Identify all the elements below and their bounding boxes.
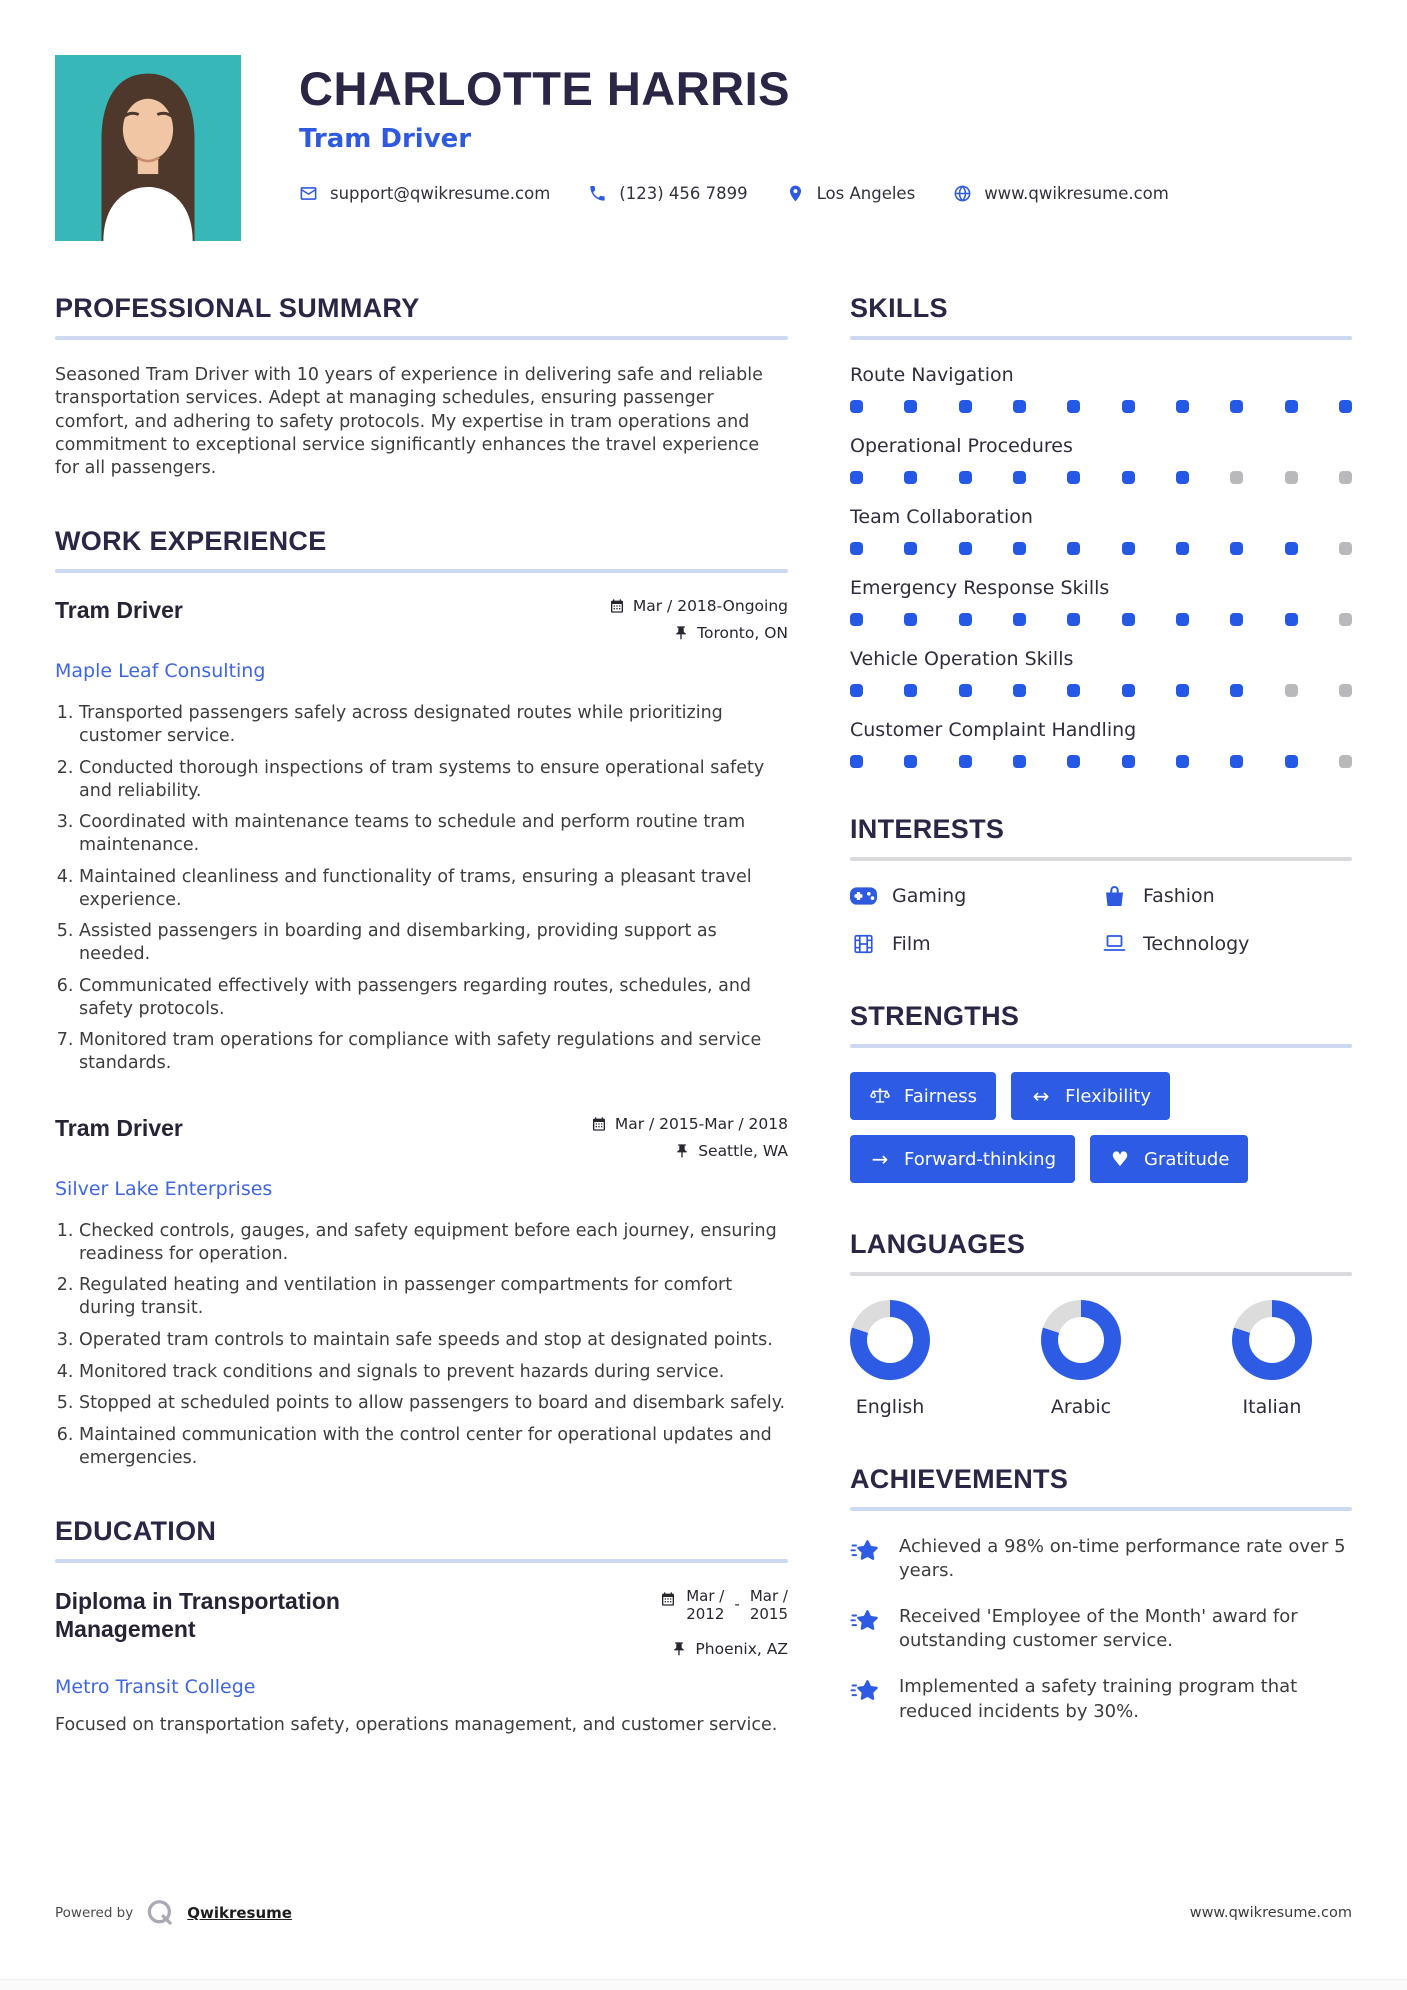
header xyxy=(0,0,1407,241)
person-title: Tram Driver xyxy=(299,124,472,154)
job-entry xyxy=(55,597,788,1075)
skill-dots xyxy=(850,684,1352,697)
date-separator: - xyxy=(734,1594,740,1613)
heart-glyph: ♥ xyxy=(1111,1147,1129,1171)
contact-email-text[interactable]: support@qwikresume.com xyxy=(330,184,551,203)
job-location: Seattle, WA xyxy=(698,1141,788,1160)
donut-hole xyxy=(1058,1317,1104,1363)
strength-badge xyxy=(1090,1135,1248,1183)
skill-dot xyxy=(1122,400,1135,413)
interest-item xyxy=(1101,933,1352,955)
skill-dot xyxy=(1013,471,1026,484)
skill-dot xyxy=(1339,400,1352,413)
achievements-heading: ACHIEVEMENTS xyxy=(850,1464,1069,1494)
skill-dot xyxy=(1176,755,1189,768)
skills-list xyxy=(850,364,1352,768)
location-icon xyxy=(786,184,805,203)
contact-website-text[interactable]: www.qwikresume.com xyxy=(984,184,1169,203)
education-note: Focused on transportation safety, operations management, and customer service. xyxy=(55,1715,778,1736)
calendar-icon xyxy=(591,1116,607,1132)
footer-site-url: www.qwikresume.com xyxy=(1189,1905,1352,1921)
language-item xyxy=(850,1300,930,1418)
skill-dot xyxy=(959,400,972,413)
section-divider xyxy=(55,1559,788,1563)
skill-label: Operational Procedures xyxy=(850,435,1073,457)
achievement-text: Achieved a 98% on-time performance rate over 5 years. xyxy=(899,1536,1346,1582)
work-heading: WORK EXPERIENCE xyxy=(55,526,327,557)
interests-heading: INTERESTS xyxy=(850,814,1005,844)
language-item xyxy=(1041,1300,1121,1418)
skill-dot xyxy=(904,400,917,413)
job-bullet: 7. Monitored tram operations for compliance with safety regulations and service standards. xyxy=(79,1029,788,1075)
job-bullet: 3. Operated tram controls to maintain safe speeds and stop at designated points. xyxy=(79,1329,788,1352)
achievement-text: Implemented a safety training program that reduced incidents by 30%. xyxy=(899,1676,1298,1722)
achievements-list xyxy=(850,1535,1352,1724)
job-company-link[interactable]: Maple Leaf Consulting xyxy=(55,660,266,683)
language-item xyxy=(1232,1300,1312,1418)
skill-dot xyxy=(1339,755,1352,768)
skill-dot xyxy=(1339,684,1352,697)
bag-icon xyxy=(1101,885,1128,907)
left-right-arrow-glyph: ↔ xyxy=(1032,1084,1050,1108)
skill-dot xyxy=(1285,542,1298,555)
skill-dot xyxy=(1176,542,1189,555)
job-bullet-list xyxy=(55,702,788,1075)
section-divider xyxy=(55,569,788,573)
skill-item xyxy=(850,648,1352,697)
skill-dot xyxy=(850,400,863,413)
powered-by-label: Powered by xyxy=(55,1905,134,1921)
scale-icon xyxy=(869,1085,891,1107)
skill-item xyxy=(850,577,1352,626)
skill-dot xyxy=(1013,755,1026,768)
language-donut-chart xyxy=(1232,1300,1312,1380)
skills-heading: SKILLS xyxy=(850,293,948,323)
profile-photo xyxy=(55,55,241,241)
page-bottom-edge xyxy=(0,1979,1407,1990)
achievement-text: Received 'Employee of the Month' award for outstanding customer service. xyxy=(899,1606,1298,1652)
contact-phone-text: (123) 456 7899 xyxy=(619,184,748,203)
interest-item xyxy=(1101,885,1352,907)
job-bullet: 4. Monitored track conditions and signals to prevent hazards during service. xyxy=(79,1361,788,1384)
strength-badges xyxy=(850,1072,1352,1183)
right-column xyxy=(850,293,1352,1783)
skill-dot xyxy=(1013,613,1026,626)
skill-label: Customer Complaint Handling xyxy=(850,719,1137,741)
job-bullet: 1. Checked controls, gauges, and safety equipment before each journey, ensuring readiness for operation. xyxy=(79,1220,788,1266)
skill-dot xyxy=(1122,613,1135,626)
skill-dot xyxy=(1230,542,1243,555)
date-start-line1: Mar / xyxy=(686,1586,725,1605)
job-title: Tram Driver xyxy=(55,597,183,624)
pushpin-icon xyxy=(674,1143,690,1159)
skill-dot xyxy=(1230,755,1243,768)
skill-dot xyxy=(1176,684,1189,697)
interest-item xyxy=(850,885,1101,907)
job-bullet: 6. Maintained communication with the control center for operational updates and emergencies. xyxy=(79,1424,788,1470)
heart-icon xyxy=(1109,1148,1131,1170)
globe-icon xyxy=(953,184,972,203)
skill-dot xyxy=(1285,613,1298,626)
skill-dot xyxy=(850,755,863,768)
skill-dot xyxy=(959,613,972,626)
education-dates xyxy=(660,1587,788,1625)
skill-dot xyxy=(1230,613,1243,626)
job-bullet: 1. Transported passengers safely across designated routes while prioritizing customer service. xyxy=(79,702,788,748)
skill-dot xyxy=(1285,400,1298,413)
section-summary xyxy=(55,293,788,480)
skill-dots xyxy=(850,613,1352,626)
job-bullet-list xyxy=(55,1220,788,1470)
strength-badge xyxy=(1011,1072,1170,1120)
degree-title: Diploma in Transportation Management xyxy=(55,1587,340,1643)
skill-label: Vehicle Operation Skills xyxy=(850,648,1074,670)
skill-dot xyxy=(1285,471,1298,484)
skill-item xyxy=(850,364,1352,413)
section-education xyxy=(55,1516,788,1738)
contact-email xyxy=(299,184,550,203)
job-bullet: 2. Regulated heating and ventilation in passenger compartments for comfort during transit. xyxy=(79,1274,788,1320)
skill-dot xyxy=(850,471,863,484)
job-bullet: 5. Assisted passengers in boarding and disembarking, providing support as needed. xyxy=(79,920,788,966)
date-end-line1: Mar / xyxy=(749,1586,788,1605)
education-date-start xyxy=(686,1587,724,1625)
skill-item xyxy=(850,719,1352,768)
skill-dot xyxy=(1067,542,1080,555)
skill-dot xyxy=(1013,542,1026,555)
skill-dot xyxy=(1067,613,1080,626)
section-divider xyxy=(850,1507,1352,1511)
skill-dot xyxy=(959,542,972,555)
job-entry xyxy=(55,1115,788,1470)
film-icon xyxy=(850,933,877,955)
donut-hole xyxy=(867,1317,913,1363)
job-head xyxy=(55,597,788,651)
strength-label: Forward-thinking xyxy=(904,1148,1057,1170)
section-languages xyxy=(850,1229,1352,1418)
skill-item xyxy=(850,435,1352,484)
summary-heading: PROFESSIONAL SUMMARY xyxy=(55,293,420,323)
skill-dot xyxy=(1122,542,1135,555)
skill-dot xyxy=(850,684,863,697)
skill-dots xyxy=(850,400,1352,413)
skill-dot xyxy=(1067,400,1080,413)
section-divider xyxy=(55,336,788,340)
skill-dot xyxy=(904,684,917,697)
job-head xyxy=(55,1115,788,1169)
summary-text: Seasoned Tram Driver with 10 years of experience in delivering safe and reliable transportation services. Adept at managing schedules, ensuring passenger comfort, and adhering to safety protocols. My expertise in tram operations and commitment to exceptional service significantly enhances the travel experience for all passengers. xyxy=(55,365,763,479)
email-icon xyxy=(299,184,318,203)
section-achievements xyxy=(850,1464,1352,1724)
donut-hole xyxy=(1249,1317,1295,1363)
job-location-line xyxy=(609,624,788,642)
language-donut-chart xyxy=(1041,1300,1121,1380)
skill-dot xyxy=(904,613,917,626)
interests-grid xyxy=(850,885,1352,955)
language-label: English xyxy=(855,1396,925,1418)
shooting-star-icon xyxy=(850,1537,882,1565)
education-date-end xyxy=(750,1587,788,1625)
interest-label: Fashion xyxy=(1143,885,1215,907)
skill-dot xyxy=(1122,755,1135,768)
languages-heading: LANGUAGES xyxy=(850,1229,1026,1259)
skill-dot xyxy=(1230,684,1243,697)
skill-label: Team Collaboration xyxy=(850,506,1033,528)
interest-label: Gaming xyxy=(892,885,967,907)
right-arrow-glyph: → xyxy=(871,1147,889,1171)
shooting-star-icon xyxy=(850,1677,882,1705)
education-heading: EDUCATION xyxy=(55,1515,217,1546)
strengths-heading: STRENGTHS xyxy=(850,1001,1020,1031)
job-bullet: 3. Coordinated with maintenance teams to schedule and perform routine tram maintenance. xyxy=(79,811,788,857)
contact-website xyxy=(953,184,1169,203)
section-interests xyxy=(850,814,1352,955)
contact-location-text: Los Angeles xyxy=(816,184,916,203)
skill-dot xyxy=(850,542,863,555)
job-company-link[interactable]: Silver Lake Enterprises xyxy=(55,1177,273,1200)
date-end-line2: 2015 xyxy=(749,1605,788,1624)
contact-row xyxy=(299,184,1207,203)
shooting-star-icon xyxy=(850,1607,882,1635)
job-date-line xyxy=(591,1115,788,1133)
skill-dot xyxy=(1230,400,1243,413)
strength-badge xyxy=(850,1135,1075,1183)
calendar-icon xyxy=(660,1591,676,1607)
job-location: Toronto, ON xyxy=(697,624,788,643)
education-location-line xyxy=(660,1640,788,1658)
footer-brand xyxy=(55,1898,292,1928)
job-bullet: 6. Communicated effectively with passengers regarding routes, schedules, and safety protocols. xyxy=(79,975,788,1021)
section-divider xyxy=(850,857,1352,861)
skill-dot xyxy=(1176,613,1189,626)
skill-dot xyxy=(1230,471,1243,484)
calendar-icon xyxy=(609,598,625,614)
skill-dot xyxy=(1067,684,1080,697)
education-meta xyxy=(660,1587,788,1668)
interest-item xyxy=(850,933,1101,955)
skill-dot xyxy=(1285,755,1298,768)
strength-badge xyxy=(850,1072,996,1120)
job-bullet: 4. Maintained cleanliness and functionality of trams, ensuring a pleasant travel experience. xyxy=(79,866,788,912)
job-bullet: 2. Conducted thorough inspections of tram systems to ensure operational safety and reliability. xyxy=(79,757,788,803)
left-column xyxy=(55,293,788,1783)
section-skills xyxy=(850,293,1352,768)
job-title: Tram Driver xyxy=(55,1114,183,1141)
skill-dot xyxy=(1013,400,1026,413)
phone-icon xyxy=(588,184,607,203)
strength-label: Flexibility xyxy=(1065,1085,1151,1107)
skill-label: Route Navigation xyxy=(850,364,1014,386)
job-bullet: 5. Stopped at scheduled points to allow passengers to board and disembark safely. xyxy=(79,1392,788,1415)
skill-dot xyxy=(1067,755,1080,768)
skill-label: Emergency Response Skills xyxy=(850,577,1110,599)
skill-dot xyxy=(1122,471,1135,484)
right-arrow-icon xyxy=(869,1148,891,1170)
education-location: Phoenix, AZ xyxy=(695,1640,788,1659)
skill-dot xyxy=(850,613,863,626)
skill-dot xyxy=(1067,471,1080,484)
skill-item xyxy=(850,506,1352,555)
skill-dot xyxy=(1285,684,1298,697)
pushpin-icon xyxy=(673,625,689,641)
strength-label: Fairness xyxy=(904,1085,978,1107)
job-date: Mar / 2015-Mar / 2018 xyxy=(614,1114,788,1133)
education-head xyxy=(55,1587,788,1668)
skill-dot xyxy=(904,471,917,484)
contact-location xyxy=(786,184,916,203)
section-strengths xyxy=(850,1001,1352,1183)
section-work xyxy=(55,526,788,1469)
skill-dot xyxy=(1013,684,1026,697)
pushpin-icon xyxy=(671,1641,687,1657)
skill-dot xyxy=(959,471,972,484)
job-location-line xyxy=(591,1142,788,1160)
job-date: Mar / 2018-Ongoing xyxy=(632,597,788,616)
languages-list xyxy=(850,1300,1352,1418)
job-meta xyxy=(609,597,788,651)
school-link[interactable]: Metro Transit College xyxy=(55,1676,256,1699)
skill-dot xyxy=(959,684,972,697)
laptop-icon xyxy=(1101,933,1128,955)
date-start-line2: 2012 xyxy=(686,1605,725,1624)
section-divider xyxy=(850,1044,1352,1048)
profile-photo-illustration xyxy=(55,55,241,241)
skill-dot xyxy=(1176,471,1189,484)
job-date-line xyxy=(609,597,788,615)
language-label: Arabic xyxy=(1050,1396,1112,1418)
skill-dot xyxy=(1122,684,1135,697)
header-text xyxy=(299,55,1207,203)
achievement-item xyxy=(850,1535,1352,1583)
gamepad-icon xyxy=(850,885,877,907)
skill-dot xyxy=(904,755,917,768)
skill-dots xyxy=(850,471,1352,484)
achievement-item xyxy=(850,1675,1352,1723)
skill-dots xyxy=(850,755,1352,768)
skill-dots xyxy=(850,542,1352,555)
interest-label: Technology xyxy=(1143,933,1250,955)
language-label: Italian xyxy=(1242,1396,1302,1418)
qwikresume-link[interactable]: Qwikresume xyxy=(187,1904,292,1922)
skill-dot xyxy=(904,542,917,555)
skill-dot xyxy=(959,755,972,768)
interest-label: Film xyxy=(892,933,931,955)
left-right-arrow-icon xyxy=(1030,1085,1052,1107)
achievement-item xyxy=(850,1605,1352,1653)
skill-dot xyxy=(1339,542,1352,555)
skill-dot xyxy=(1339,471,1352,484)
skill-dot xyxy=(1339,613,1352,626)
job-meta xyxy=(591,1115,788,1169)
section-divider xyxy=(850,1272,1352,1276)
content-columns xyxy=(0,293,1407,1783)
skill-dot xyxy=(1176,400,1189,413)
strength-label: Gratitude xyxy=(1144,1148,1230,1170)
language-donut-chart xyxy=(850,1300,930,1380)
footer xyxy=(55,1898,1352,1928)
section-divider xyxy=(850,336,1352,340)
qwikresume-logo-icon xyxy=(145,1898,175,1928)
person-name: CHARLOTTE HARRIS xyxy=(299,62,791,115)
contact-phone xyxy=(588,184,747,203)
